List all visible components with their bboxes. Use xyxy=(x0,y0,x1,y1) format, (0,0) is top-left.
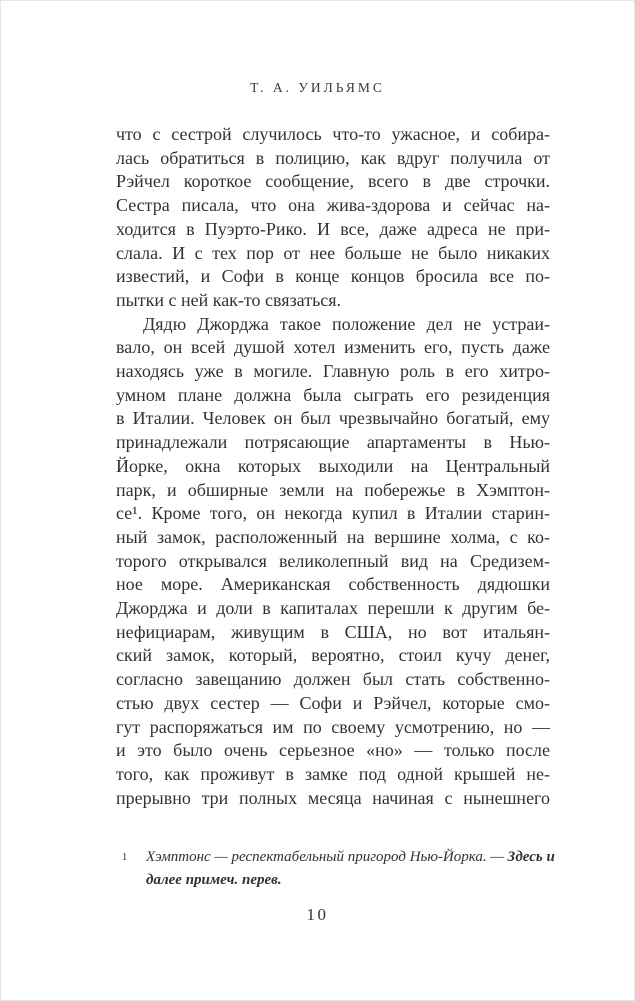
footnote xyxy=(116,846,556,891)
text-line: лась обратиться в полицию, как вдруг получила от xyxy=(116,147,550,168)
text-line: Йорке, окна которых выходили на Центральный xyxy=(116,455,550,476)
body-text xyxy=(116,123,550,810)
text-line: ное море. Американская собственность дядюшки xyxy=(116,574,550,595)
footnote-marker: 1 xyxy=(122,852,128,863)
text-line: гут распоряжаться им по своему усмотрению, но — xyxy=(116,716,550,737)
text-line: вало, он всей душой хотел изменить его, пусть даже xyxy=(116,337,550,358)
text-line: Джорджа и доли в капиталах перешли к другим бе- xyxy=(116,598,550,619)
text-line: что с сестрой случилось что-то ужасное, и собира- xyxy=(116,124,550,144)
text-line: слала. И с тех пор от нее больше не было никаких xyxy=(116,242,550,263)
text-line: того, как проживут в замке под одной крышей не- xyxy=(116,763,550,784)
text-line: находясь уже в могиле. Главную роль в его хитро- xyxy=(116,361,550,382)
text-line: нефициарам, живущим в США, но вот итальян- xyxy=(116,621,550,642)
text-line: ный замок, расположенный на вершине холма, с ко- xyxy=(116,526,550,547)
text-line: ходится в Пуэрто-Рико. И все, даже адреса не при- xyxy=(116,218,550,239)
text-line: Сестра писала, что она жива-здорова и сейчас на- xyxy=(116,195,550,216)
text-line: принадлежали потрясающие апартаменты в Нью- xyxy=(116,432,550,453)
footnote-text-line-1: Хэмптонс — респектабельный пригород Нью-Йорка. — xyxy=(146,849,504,865)
text-line: умном плане должна была сыграть его резиденция xyxy=(116,384,550,405)
text-line: в Италии. Человек он был чрезвычайно богатый, ему xyxy=(116,408,550,429)
text-line: согласно завещанию должен был стать собственно- xyxy=(116,669,550,690)
text-line: Рэйчел короткое сообщение, всего в две строчки. xyxy=(116,171,550,192)
text-line: Дядю Джорджа такое положение дел не устраи- xyxy=(143,313,550,334)
text-line: известий, и Софи в конце концов бросила все по- xyxy=(116,266,550,287)
text-line: пытки с ней как-то связаться. xyxy=(116,289,342,310)
text-line: се¹. Кроме того, он некогда купил в Италии старин- xyxy=(116,503,550,524)
text-line: стью двух сестер — Софи и Рэйчел, которые смо- xyxy=(116,692,550,713)
footnote-text-line-2: Здесь и далее примеч. перев. xyxy=(146,849,555,888)
page-number: 10 xyxy=(306,905,329,924)
text-line: торого открывался великолепный вид на Средизем- xyxy=(116,550,550,571)
text-line: прерывно три полных месяца начиная с нынешнего xyxy=(116,787,550,808)
running-head: Т. А. УИЛЬЯМС xyxy=(250,80,385,95)
text-line: парк, и обширные земли на побережье в Хэмптон- xyxy=(116,479,550,500)
text-line: и это было очень серьезное «но» — только после xyxy=(116,740,550,761)
text-line: ский замок, который, вероятно, стоил кучу денег, xyxy=(116,645,550,666)
